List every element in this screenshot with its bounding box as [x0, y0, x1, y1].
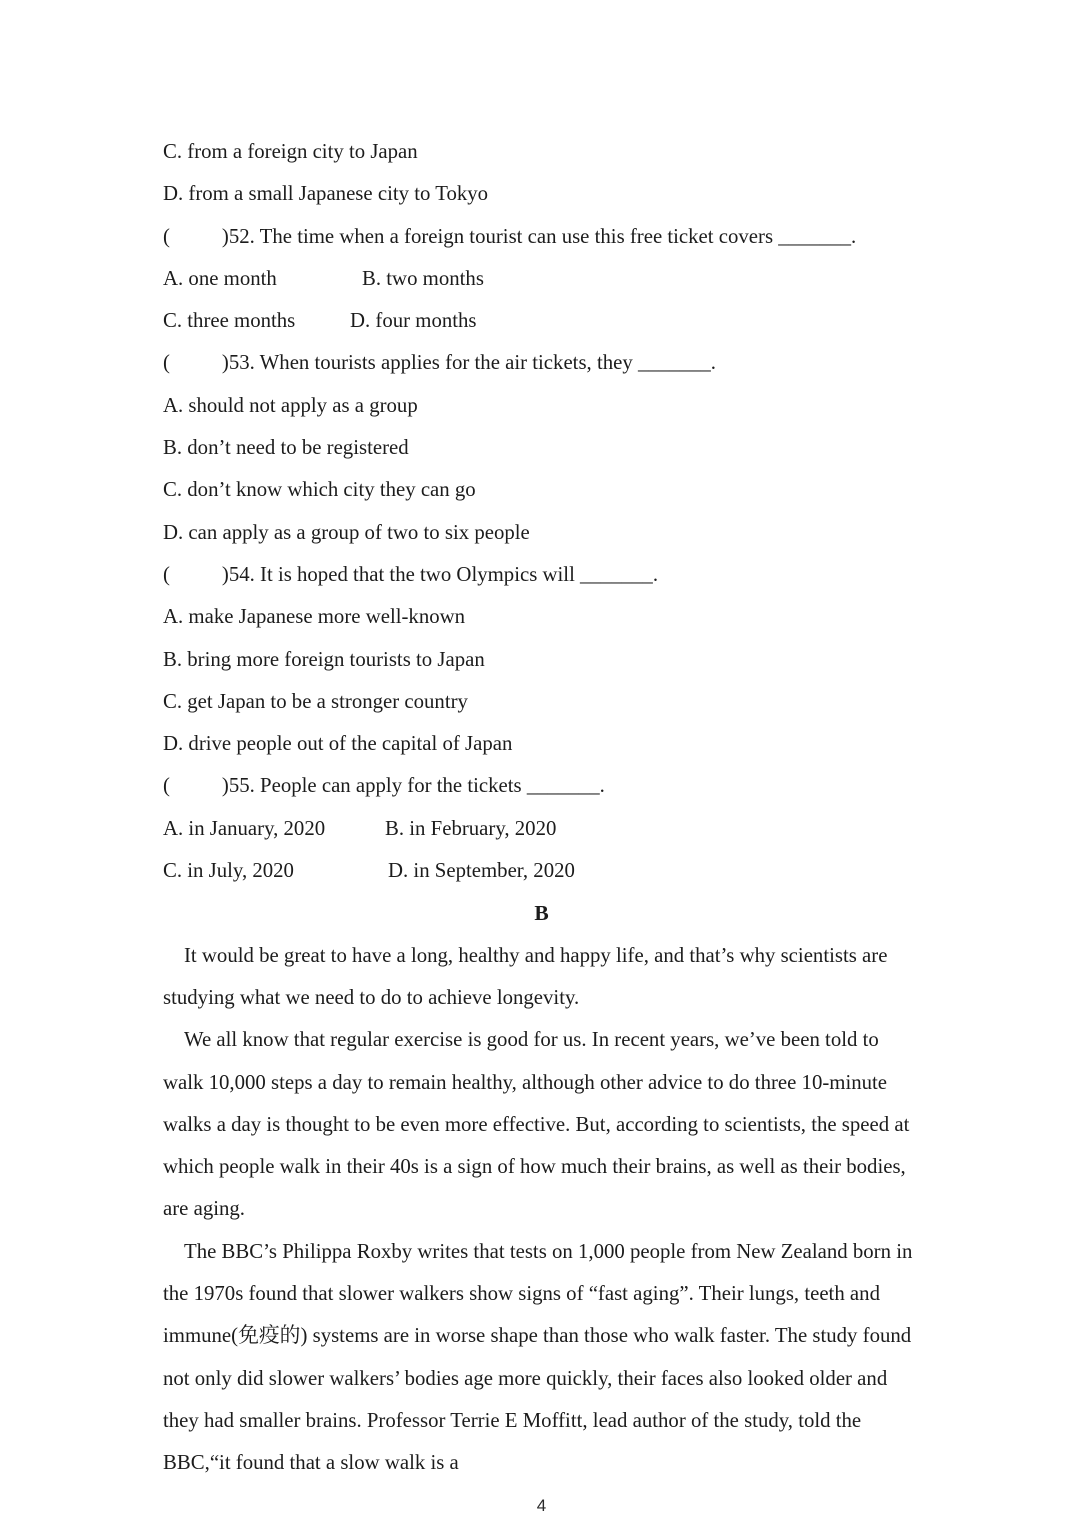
q53-option-a: A. should not apply as a group: [163, 393, 418, 417]
q51-option-d: D. from a small Japanese city to Tokyo: [163, 182, 489, 206]
q53-option-d: D. can apply as a group of two to six people: [163, 520, 530, 544]
passage-b-heading: B: [534, 901, 549, 926]
q55-option-d: D. in September, 2020: [388, 859, 575, 883]
q53-option-b: B. don’t need to be registered: [163, 436, 409, 460]
q55-stem: ( )55. People can apply for the tickets _______.: [163, 774, 605, 798]
q55-option-c: C. in July, 2020: [163, 859, 294, 883]
q51-option-c: C. from a foreign city to Japan: [163, 140, 418, 163]
q52-options-row-1: [163, 258, 920, 300]
q54-option-a: A. make Japanese more well-known: [163, 605, 466, 629]
passage-b-paragraph-3: The BBC’s Philippa Roxby writes that tests on 1,000 people from New Zealand born in the 1970s found that slower walkers show signs of “fast aging”. Their lungs, teeth and immune(免疫的) systems are in worse shape than those who walk faster. The study found not only did slower walkers’ bodies age more quickly, their faces also looked older and they had smaller brains. Professor Terrie E Moffitt, lead author of the study, told the BBC,“it found that a slow walk is a: [163, 1239, 913, 1475]
q54-option-c: C. get Japan to be a stronger country: [163, 689, 468, 713]
q53-option-c: C. don’t know which city they can go: [163, 478, 476, 502]
q54-stem: ( )54. It is hoped that the two Olympics will _______.: [163, 562, 659, 586]
q52-option-b: B. two months: [362, 266, 484, 290]
q55-option-a: A. in January, 2020: [163, 816, 326, 840]
q52-options-row-2: [163, 300, 920, 342]
q55-options-row-1: [163, 808, 920, 850]
q54-option-d: D. drive people out of the capital of Japan: [163, 732, 513, 756]
q52-option-c: C. three months: [163, 309, 296, 333]
q52-option-a: A. one month: [163, 266, 277, 290]
q52-stem: ( )52. The time when a foreign tourist can use this free ticket covers _______.: [163, 224, 857, 248]
exam-content: [163, 131, 920, 1527]
passage-b-paragraph-1: It would be great to have a long, healthy and happy life, and that’s why scientists are studying what we need to do to achieve longevity.: [163, 943, 888, 1009]
q55-option-b: B. in February, 2020: [385, 816, 557, 840]
passage-b-body: [163, 935, 920, 1485]
q52-option-d: D. four months: [350, 309, 477, 333]
q54-option-b: B. bring more foreign tourists to Japan: [163, 647, 485, 671]
page-number: 4: [536, 1495, 547, 1515]
q55-options-row-2: [163, 850, 920, 892]
q53-stem: ( )53. When tourists applies for the air tickets, they _______.: [163, 351, 716, 375]
passage-b-paragraph-2: We all know that regular exercise is good for us. In recent years, we’ve been told to walk 10,000 steps a day to remain healthy, although other advice to do three 10-minute walks a day is thought to be even more effective. But, according to scientists, the speed at which people walk in their 40s is a sign of how much their brains, as well as their bodies, are aging.: [163, 1028, 910, 1221]
